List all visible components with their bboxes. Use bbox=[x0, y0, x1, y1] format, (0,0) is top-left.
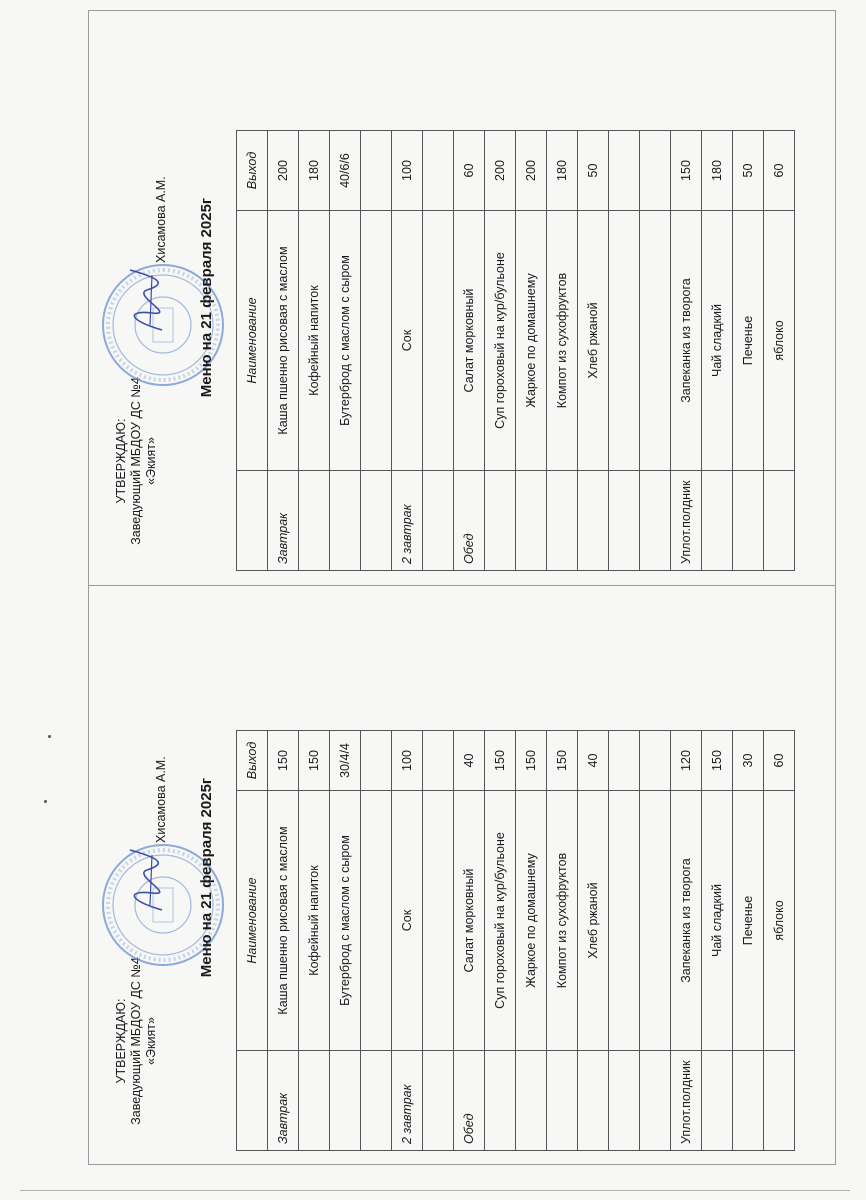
org-name: «Экият» bbox=[144, 1017, 158, 1065]
output-cell: 200 bbox=[268, 131, 299, 211]
dish-cell: Жаркое по домашнему bbox=[516, 211, 547, 471]
table-row bbox=[764, 731, 795, 1151]
signer-name: Хисамова А.М. bbox=[154, 756, 168, 843]
output-cell bbox=[361, 131, 392, 211]
menu-document-left bbox=[88, 590, 836, 1165]
output-cell: 30/4/4 bbox=[330, 731, 361, 791]
dish-cell: Чай сладкий bbox=[702, 791, 733, 1051]
meal-cell bbox=[640, 1051, 671, 1151]
table-row bbox=[330, 131, 361, 571]
scan-speck bbox=[48, 735, 51, 738]
approval-block bbox=[114, 361, 159, 561]
document-header bbox=[88, 590, 248, 1165]
meal-cell: Обед bbox=[454, 1051, 485, 1151]
output-cell: 150 bbox=[485, 731, 516, 791]
table-row bbox=[485, 731, 516, 1151]
table-row bbox=[547, 131, 578, 571]
meal-cell bbox=[733, 1051, 764, 1151]
meal-cell bbox=[702, 1051, 733, 1151]
table-row bbox=[454, 131, 485, 571]
meal-cell bbox=[485, 471, 516, 571]
meal-cell bbox=[299, 1051, 330, 1151]
table-row bbox=[361, 131, 392, 571]
menu-table bbox=[236, 130, 795, 571]
dish-cell: Бутерброд с маслом с сыром bbox=[330, 211, 361, 471]
meal-cell bbox=[578, 471, 609, 571]
dish-cell bbox=[640, 791, 671, 1051]
dish-cell: Кофейный напиток bbox=[299, 791, 330, 1051]
dish-cell: Компот из сухофруктов bbox=[547, 791, 578, 1051]
meal-cell: Завтрак bbox=[268, 471, 299, 571]
menu-title: Меню на 21 февраля 2025г bbox=[198, 777, 215, 978]
output-cell: 40/6/6 bbox=[330, 131, 361, 211]
table-row bbox=[764, 131, 795, 571]
output-cell: 180 bbox=[702, 131, 733, 211]
table-row bbox=[392, 731, 423, 1151]
dish-cell: яблоко bbox=[764, 791, 795, 1051]
output-cell: 30 bbox=[733, 731, 764, 791]
dish-cell: Каша пшенно рисовая с маслом bbox=[268, 211, 299, 471]
dish-cell: Хлеб ржаной bbox=[578, 211, 609, 471]
fold-line bbox=[88, 585, 836, 586]
output-cell: 60 bbox=[764, 131, 795, 211]
meal-cell bbox=[423, 471, 454, 571]
table-row bbox=[547, 731, 578, 1151]
meal-cell bbox=[361, 1051, 392, 1151]
dish-cell bbox=[423, 791, 454, 1051]
dish-cell: яблоко bbox=[764, 211, 795, 471]
dish-cell: Запеканка из творога bbox=[671, 211, 702, 471]
output-cell: 100 bbox=[392, 131, 423, 211]
table-row bbox=[671, 131, 702, 571]
meal-cell bbox=[423, 1051, 454, 1151]
table-row bbox=[702, 131, 733, 571]
table-row bbox=[268, 131, 299, 571]
header-meal bbox=[237, 1051, 268, 1151]
output-cell: 150 bbox=[702, 731, 733, 791]
dish-cell: Жаркое по домашнему bbox=[516, 791, 547, 1051]
meal-cell bbox=[764, 471, 795, 571]
dish-cell: Запеканка из творога bbox=[671, 791, 702, 1051]
dish-cell: Печенье bbox=[733, 211, 764, 471]
table-row bbox=[361, 731, 392, 1151]
position-line: Заведующий МБДОУ ДС №4 bbox=[129, 957, 143, 1125]
approve-label: УТВЕРЖДАЮ: bbox=[114, 418, 128, 504]
table-row bbox=[733, 731, 764, 1151]
meal-cell bbox=[516, 1051, 547, 1151]
meal-cell bbox=[330, 1051, 361, 1151]
table-row bbox=[733, 131, 764, 571]
table-row bbox=[609, 731, 640, 1151]
output-cell bbox=[609, 131, 640, 211]
meal-cell: 2 завтрак bbox=[392, 471, 423, 571]
handwritten-signature-icon bbox=[122, 265, 172, 335]
meal-cell: Уплот.полдник bbox=[671, 1051, 702, 1151]
table-row bbox=[392, 131, 423, 571]
dish-cell bbox=[361, 791, 392, 1051]
page-edge-line bbox=[20, 1190, 850, 1191]
header-name: Наименование bbox=[237, 211, 268, 471]
output-cell: 40 bbox=[454, 731, 485, 791]
dish-cell: Салат морковный bbox=[454, 211, 485, 471]
output-cell bbox=[361, 731, 392, 791]
meal-cell bbox=[547, 471, 578, 571]
meal-cell bbox=[609, 1051, 640, 1151]
table-row bbox=[609, 131, 640, 571]
output-cell: 150 bbox=[671, 131, 702, 211]
output-cell: 50 bbox=[578, 131, 609, 211]
approval-block bbox=[114, 941, 159, 1141]
dish-cell: Суп гороховый на кур/бульоне bbox=[485, 791, 516, 1051]
dish-cell bbox=[423, 211, 454, 471]
document-header bbox=[88, 10, 248, 585]
header-output: Выход bbox=[237, 731, 268, 791]
meal-cell bbox=[764, 1051, 795, 1151]
table-row bbox=[454, 731, 485, 1151]
handwritten-signature-icon bbox=[122, 845, 172, 915]
table-row bbox=[578, 131, 609, 571]
dish-cell: Бутерброд с маслом с сыром bbox=[330, 791, 361, 1051]
dish-cell: Хлеб ржаной bbox=[578, 791, 609, 1051]
dish-cell: Сок bbox=[392, 791, 423, 1051]
menu-table bbox=[236, 730, 795, 1151]
output-cell bbox=[423, 731, 454, 791]
output-cell: 60 bbox=[764, 731, 795, 791]
header-meal bbox=[237, 471, 268, 571]
output-cell: 50 bbox=[733, 131, 764, 211]
dish-cell bbox=[361, 211, 392, 471]
table-row bbox=[299, 731, 330, 1151]
output-cell bbox=[640, 131, 671, 211]
meal-cell bbox=[330, 471, 361, 571]
output-cell: 180 bbox=[547, 131, 578, 211]
output-cell bbox=[640, 731, 671, 791]
output-cell: 60 bbox=[454, 131, 485, 211]
table-row bbox=[640, 731, 671, 1151]
output-cell: 100 bbox=[392, 731, 423, 791]
meal-cell bbox=[361, 471, 392, 571]
table-row bbox=[423, 131, 454, 571]
table-row bbox=[578, 731, 609, 1151]
meal-cell bbox=[702, 471, 733, 571]
table-row bbox=[268, 731, 299, 1151]
table-row bbox=[516, 731, 547, 1151]
scan-speck bbox=[44, 800, 47, 803]
output-cell: 150 bbox=[547, 731, 578, 791]
dish-cell: Кофейный напиток bbox=[299, 211, 330, 471]
dish-cell bbox=[609, 791, 640, 1051]
dish-cell bbox=[609, 211, 640, 471]
meal-cell bbox=[609, 471, 640, 571]
meal-cell bbox=[299, 471, 330, 571]
dish-cell: Сок bbox=[392, 211, 423, 471]
output-cell bbox=[609, 731, 640, 791]
meal-cell: Обед bbox=[454, 471, 485, 571]
position-line: Заведующий МБДОУ ДС №4 bbox=[129, 377, 143, 545]
meal-cell bbox=[547, 1051, 578, 1151]
meal-cell bbox=[578, 1051, 609, 1151]
dish-cell: Каша пшенно рисовая с маслом bbox=[268, 791, 299, 1051]
output-cell: 200 bbox=[485, 131, 516, 211]
table-header-row bbox=[237, 131, 268, 571]
table-row bbox=[671, 731, 702, 1151]
menu-title: Меню на 21 февраля 2025г bbox=[198, 197, 215, 398]
dish-cell: Печенье bbox=[733, 791, 764, 1051]
output-cell: 40 bbox=[578, 731, 609, 791]
output-cell: 180 bbox=[299, 131, 330, 211]
header-name: Наименование bbox=[237, 791, 268, 1051]
table-row bbox=[702, 731, 733, 1151]
output-cell bbox=[423, 131, 454, 211]
dish-cell: Компот из сухофруктов bbox=[547, 211, 578, 471]
output-cell: 150 bbox=[268, 731, 299, 791]
meal-cell bbox=[640, 471, 671, 571]
org-name: «Экият» bbox=[144, 437, 158, 485]
meal-cell bbox=[733, 471, 764, 571]
signer-name: Хисамова А.М. bbox=[154, 176, 168, 263]
output-cell: 200 bbox=[516, 131, 547, 211]
table-row bbox=[423, 731, 454, 1151]
output-cell: 120 bbox=[671, 731, 702, 791]
dish-cell: Суп гороховый на кур/бульоне bbox=[485, 211, 516, 471]
table-row bbox=[330, 731, 361, 1151]
output-cell: 150 bbox=[516, 731, 547, 791]
header-output: Выход bbox=[237, 131, 268, 211]
output-cell: 150 bbox=[299, 731, 330, 791]
meal-cell: Завтрак bbox=[268, 1051, 299, 1151]
menu-document-right bbox=[88, 10, 836, 585]
table-header-row bbox=[237, 731, 268, 1151]
dish-cell bbox=[640, 211, 671, 471]
meal-cell: Уплот.полдник bbox=[671, 471, 702, 571]
dish-cell: Чай сладкий bbox=[702, 211, 733, 471]
table-row bbox=[640, 131, 671, 571]
table-row bbox=[516, 131, 547, 571]
table-row bbox=[299, 131, 330, 571]
meal-cell: 2 завтрак bbox=[392, 1051, 423, 1151]
dish-cell: Салат морковный bbox=[454, 791, 485, 1051]
table-row bbox=[485, 131, 516, 571]
approve-label: УТВЕРЖДАЮ: bbox=[114, 998, 128, 1084]
meal-cell bbox=[485, 1051, 516, 1151]
meal-cell bbox=[516, 471, 547, 571]
